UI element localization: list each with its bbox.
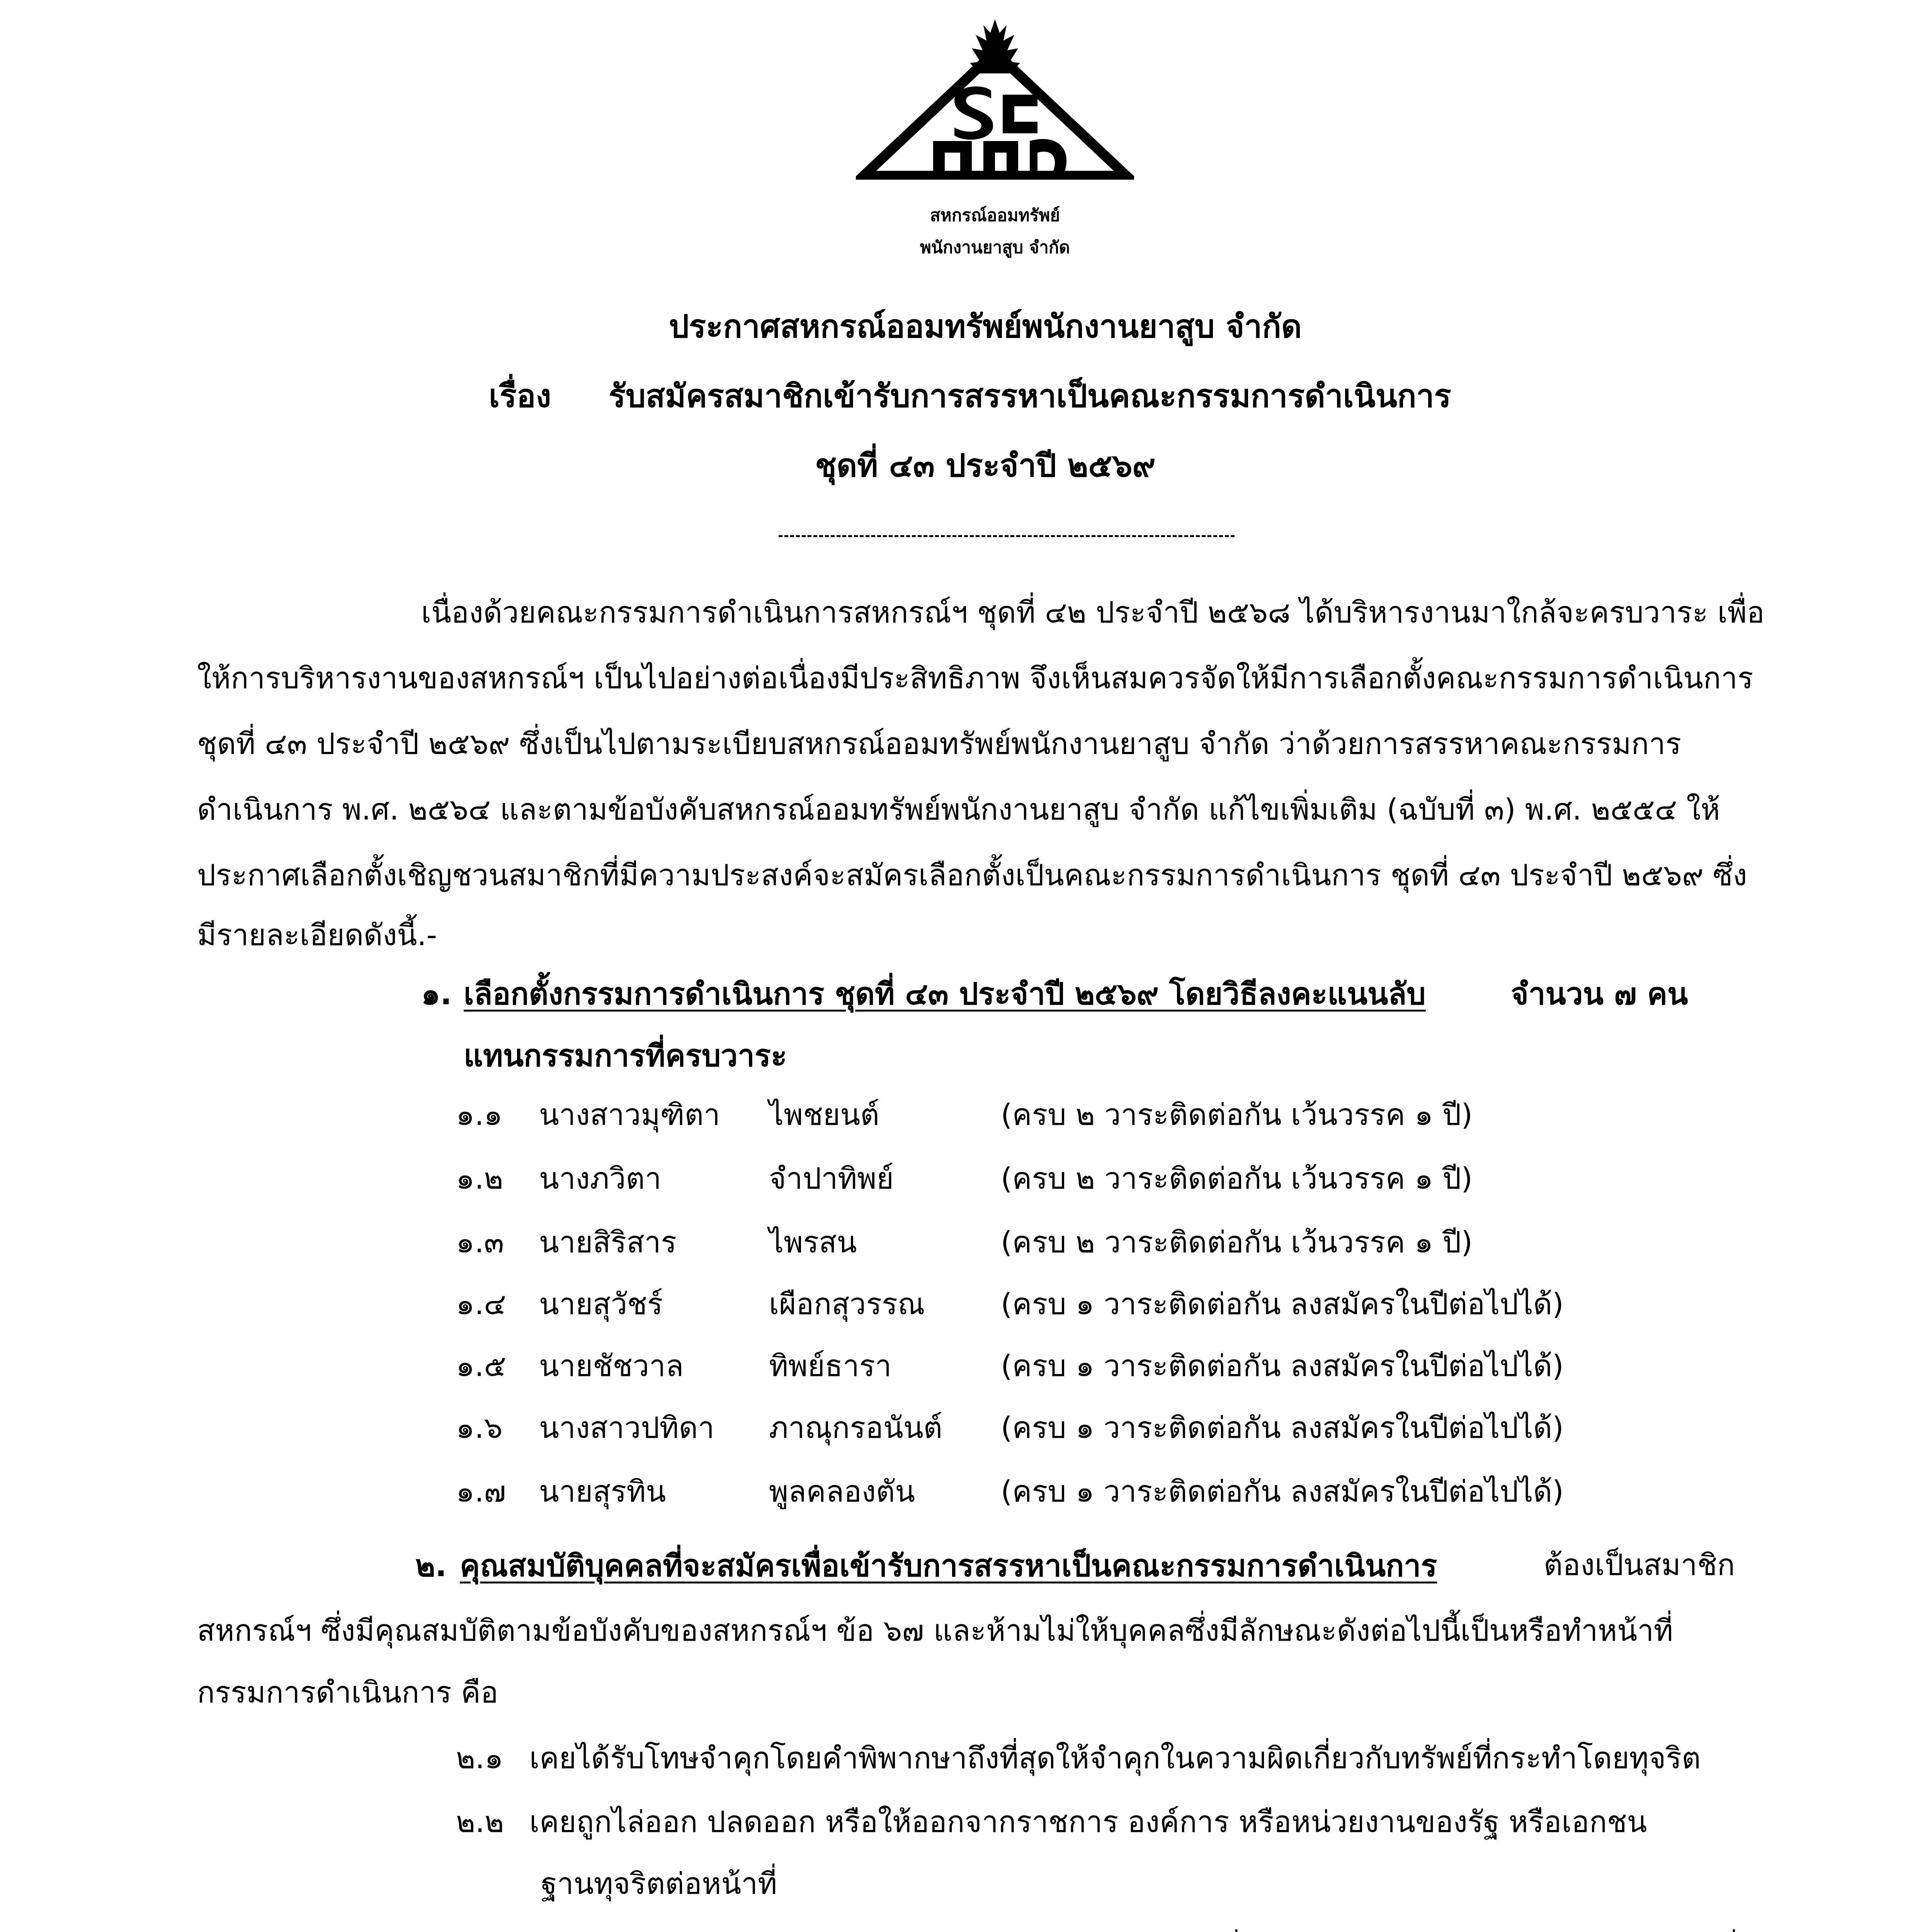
member-last-name: จำปาทิพย์ [769, 1161, 894, 1196]
member-first-name: นายสิริสาร [539, 1225, 677, 1259]
member-term-note: (ครบ ๒ วาระติดต่อกัน เว้นวรรค ๑ ปี) [1001, 1161, 1473, 1196]
member-first-name: นายชัชวาล [539, 1349, 684, 1383]
intro-line-5: ประกาศเลือกตั้งเชิญชวนสมาชิกที่มีความประสงค์จะสมัครเลือกตั้งเป็นคณะกรรมการดำเนินการ ชุดที่ ๔๓ ประจำปี ๒๕๖๙ ซึ่ง [197, 858, 1747, 892]
intro-line-1: เนื่องด้วยคณะกรรมการดำเนินการสหกรณ์ฯ ชุดที่ ๔๒ ประจำปี ๒๕๖๘ ได้บริหารงานมาใกล้จะครบวาระ เพื่อ [421, 595, 1765, 629]
member-first-name: นายสุรทิน [539, 1474, 666, 1509]
item-text-continued: ฐานทุจริตต่อหน้าที่ [541, 1866, 777, 1901]
logo-org-subname: พนักงานยาสูบ จำกัด [920, 238, 1070, 257]
section1-number: ๑. [421, 977, 452, 1012]
member-number: ๑.๑ [456, 1097, 503, 1132]
announcement-title: ประกาศสหกรณ์ออมทรัพย์พนักงานยาสูบ จำกัด [668, 308, 1302, 345]
member-term-note: (ครบ ๑ วาระติดต่อกัน ลงสมัครในปีต่อไปได้) [1001, 1287, 1564, 1321]
member-last-name: ไพรสน [769, 1225, 857, 1259]
member-term-note: (ครบ ๑ วาระติดต่อกัน ลงสมัครในปีต่อไปได้) [1001, 1349, 1564, 1383]
member-first-name: นางภวิตา [539, 1161, 662, 1196]
section1-count: จำนวน ๗ คน [1511, 977, 1688, 1012]
section2-heading: คุณสมบัติบุคคลที่จะสมัครเพื่อเข้ารับการสรรหาเป็นคณะกรรมการดำเนินการ [460, 1549, 1437, 1583]
member-number: ๑.๖ [456, 1410, 503, 1445]
member-term-note: (ครบ ๑ วาระติดต่อกัน ลงสมัครในปีต่อไปได้) [1001, 1410, 1564, 1445]
section1-heading-line2: แทนกรรมการที่ครบวาระ [464, 1039, 787, 1073]
member-number: ๑.๒ [456, 1161, 503, 1196]
member-term-note: (ครบ ๒ วาระติดต่อกัน เว้นวรรค ๑ ปี) [1001, 1225, 1473, 1259]
intro-line-6: มีรายละเอียดดังนี้.- [197, 918, 437, 952]
member-first-name: นางสาวปทิดา [539, 1410, 714, 1445]
subject-label: เรื่อง [489, 378, 551, 415]
intro-line-2: ให้การบริหารงานของสหกรณ์ฯ เป็นไปอย่างต่อเนื่องมีประสิทธิภาพ จึงเห็นสมควรจัดให้มีการเลือกตั้งคณะกรรมการดำเนินการ [197, 661, 1753, 695]
intro-line-3: ชุดที่ ๔๓ ประจำปี ๒๕๖๙ ซึ่งเป็นไปตามระเบียบสหกรณ์ออมทรัพย์พนักงานยาสูบ จำกัด ว่าด้วยการสรรหาคณะกรรมการ [197, 726, 1682, 761]
member-last-name: พูลคลองตัน [769, 1474, 915, 1509]
member-last-name: ภาณุกรอนันต์ [769, 1410, 943, 1445]
section2-heading-rest: ต้องเป็นสมาชิก [1544, 1548, 1735, 1582]
intro-line-4: ดำเนินการ พ.ศ. ๒๕๖๔ และตามข้อบังคับสหกรณ์ออมทรัพย์พนักงานยาสูบ จำกัด แก้ไขเพิ่มเติม (ฉบับที่ ๓) พ.ศ. ๒๕๕๔ ให้ [197, 792, 1720, 827]
member-number: ๑.๓ [456, 1225, 504, 1259]
section2-line-2: สหกรณ์ฯ ซึ่งมีคุณสมบัติตามข้อบังคับของสหกรณ์ฯ ข้อ ๖๗ และห้ามไม่ให้บุคคลซึ่งมีลักษณะดังต่อไปนี้เป็นหรือทำหน้าที่ [197, 1613, 1673, 1648]
member-term-note: (ครบ ๒ วาระติดต่อกัน เว้นวรรค ๑ ปี) [1001, 1097, 1473, 1132]
member-first-name: นายสุวัชร์ [539, 1287, 663, 1321]
member-last-name: ไพชยนต์ [769, 1097, 879, 1132]
section2-number: ๒. [415, 1549, 447, 1583]
section2-line-3: กรรมการดำเนินการ คือ [197, 1675, 498, 1709]
member-term-note: (ครบ ๑ วาระติดต่อกัน ลงสมัครในปีต่อไปได้) [1001, 1474, 1564, 1509]
member-last-name: เผือกสุวรรณ [769, 1287, 925, 1321]
item-number: ๒.๑ [456, 1741, 503, 1775]
member-number: ๑.๕ [456, 1349, 506, 1383]
item-text: เคยได้รับโทษจำคุกโดยคำพิพากษาถึงที่สุดให้จำคุกในความผิดเกี่ยวกับทรัพย์ที่กระทำโดยทุจริต [529, 1741, 1701, 1775]
item-number: ๒.๒ [456, 1804, 504, 1839]
member-last-name: ทิพย์ธารา [769, 1349, 892, 1383]
member-number: ๑.๗ [456, 1474, 506, 1509]
title-divider [779, 535, 1235, 537]
member-first-name: นางสาวมุฑิตา [539, 1097, 720, 1132]
series-year-title: ชุดที่ ๔๓ ประจำปี ๒๕๖๙ [815, 447, 1156, 484]
item-number [456, 1926, 505, 1932]
section1-heading: เลือกตั้งกรรมการดำเนินการ ชุดที่ ๔๓ ประจำปี ๒๕๖๙ โดยวิธีลงคะแนนลับ [464, 977, 1426, 1012]
subject-text: รับสมัครสมาชิกเข้ารับการสรรหาเป็นคณะกรรมการดำเนินการ [609, 378, 1451, 415]
item-text: เคยถูกไล่ออก ปลดออก หรือให้ออกจากราชการ องค์การ หรือหน่วยงานของรัฐ หรือเอกชน [529, 1804, 1647, 1839]
member-number: ๑.๔ [456, 1287, 506, 1321]
item-text [529, 1926, 1752, 1932]
logo-org-name: สหกรณ์ออมทรัพย์ [930, 206, 1060, 225]
cooperative-logo-icon [856, 17, 1134, 180]
